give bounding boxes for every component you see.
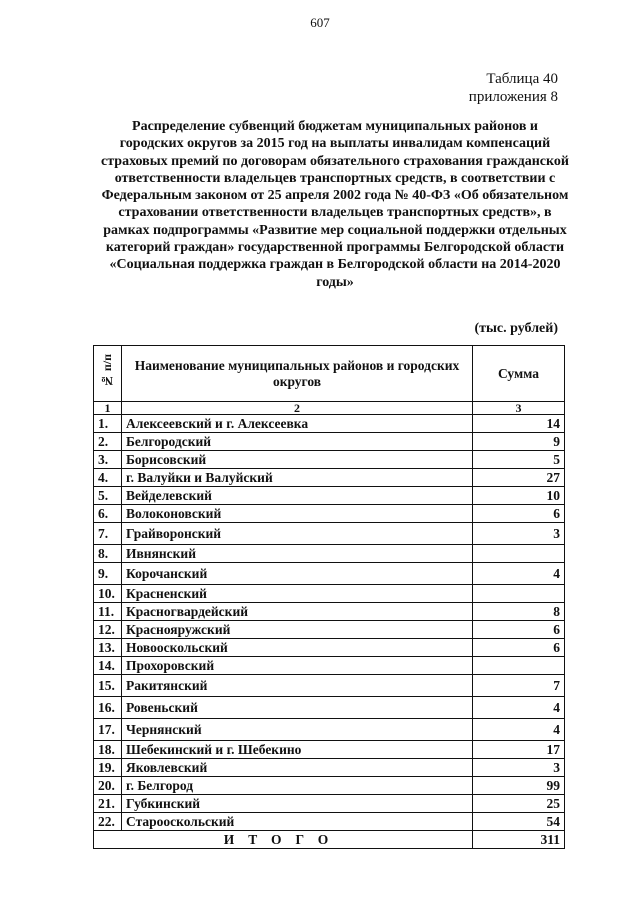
amount-cell: 25: [473, 795, 565, 813]
district-name: Волоконовский: [122, 505, 473, 523]
row-number: 4.: [94, 469, 122, 487]
district-name: Борисовский: [122, 451, 473, 469]
table-header-row: [94, 346, 565, 402]
amount-cell: 8: [473, 603, 565, 621]
table-row: [94, 545, 565, 563]
table-row: [94, 563, 565, 585]
table-row: [94, 657, 565, 675]
amount-cell: 14: [473, 415, 565, 433]
amount-cell: 99: [473, 777, 565, 795]
district-name: Краснояружский: [122, 621, 473, 639]
amount-cell: [473, 585, 565, 603]
district-name: Ровеньский: [122, 697, 473, 719]
table-row: [94, 469, 565, 487]
row-number: 9.: [94, 563, 122, 585]
row-number: 8.: [94, 545, 122, 563]
table-row: [94, 487, 565, 505]
row-number: 1.: [94, 415, 122, 433]
column-index: 1: [94, 402, 122, 415]
amount-cell: 4: [473, 697, 565, 719]
district-name: Чернянский: [122, 719, 473, 741]
district-name: Красненский: [122, 585, 473, 603]
amount-cell: [473, 545, 565, 563]
table-row: [94, 777, 565, 795]
table-row: [94, 639, 565, 657]
appendix-number: приложения 8: [468, 89, 558, 105]
table-row: [94, 697, 565, 719]
amount-cell: 4: [473, 719, 565, 741]
amount-cell: 7: [473, 675, 565, 697]
total-row: [94, 831, 565, 849]
table-row: [94, 621, 565, 639]
row-number: 20.: [94, 777, 122, 795]
table-row: [94, 813, 565, 831]
units-label: (тыс. рублей): [474, 321, 558, 336]
row-number: 15.: [94, 675, 122, 697]
table-row: [94, 741, 565, 759]
amount-cell: 5: [473, 451, 565, 469]
district-name: Корочанский: [122, 563, 473, 585]
row-number: 5.: [94, 487, 122, 505]
row-number: 22.: [94, 813, 122, 831]
column-index: 3: [473, 402, 565, 415]
amount-cell: 4: [473, 563, 565, 585]
amount-cell: 3: [473, 523, 565, 545]
district-name: Новооскольский: [122, 639, 473, 657]
table-row: [94, 415, 565, 433]
row-number: 10.: [94, 585, 122, 603]
row-number: 17.: [94, 719, 122, 741]
column-header-name: Наименование муниципальных районов и городских округов: [122, 346, 473, 402]
amount-cell: 10: [473, 487, 565, 505]
row-number: 2.: [94, 433, 122, 451]
district-name: г. Валуйки и Валуйский: [122, 469, 473, 487]
table-row: [94, 719, 565, 741]
column-header-sum: Сумма: [473, 346, 565, 402]
row-number: 18.: [94, 741, 122, 759]
column-index-row: [94, 402, 565, 415]
page-number: 607: [310, 15, 330, 30]
table-row: [94, 505, 565, 523]
table-row: [94, 795, 565, 813]
district-name: Вейделевский: [122, 487, 473, 505]
amount-cell: 54: [473, 813, 565, 831]
district-name: Белгородский: [122, 433, 473, 451]
district-name: Алексеевский и г. Алексеевка: [122, 415, 473, 433]
table-row: [94, 585, 565, 603]
column-header-number: № п/п: [94, 346, 122, 402]
district-name: Яковлевский: [122, 759, 473, 777]
district-name: Губкинский: [122, 795, 473, 813]
row-number: 14.: [94, 657, 122, 675]
total-amount: 311: [473, 831, 565, 849]
table-number: Таблица 40: [486, 71, 558, 87]
amount-cell: 9: [473, 433, 565, 451]
district-name: Шебекинский и г. Шебекино: [122, 741, 473, 759]
row-number: 7.: [94, 523, 122, 545]
amount-cell: 6: [473, 621, 565, 639]
table-row: [94, 603, 565, 621]
table-row: [94, 523, 565, 545]
row-number: 16.: [94, 697, 122, 719]
row-number: 21.: [94, 795, 122, 813]
table-row: [94, 451, 565, 469]
amount-cell: 6: [473, 505, 565, 523]
district-name: Прохоровский: [122, 657, 473, 675]
amount-cell: 27: [473, 469, 565, 487]
district-name: Грайворонский: [122, 523, 473, 545]
total-label: ИТОГО: [94, 831, 473, 849]
row-number: 11.: [94, 603, 122, 621]
district-name: Ивнянский: [122, 545, 473, 563]
table-row: [94, 675, 565, 697]
row-number: 19.: [94, 759, 122, 777]
row-number: 13.: [94, 639, 122, 657]
amount-cell: 6: [473, 639, 565, 657]
row-number: 12.: [94, 621, 122, 639]
table-row: [94, 433, 565, 451]
district-name: Старооскольский: [122, 813, 473, 831]
district-name: Красногвардейский: [122, 603, 473, 621]
table-reference: [469, 70, 558, 106]
amount-cell: 17: [473, 741, 565, 759]
document-title: Распределение субвенций бюджетам муниципальных районов и городских округов за 2015 год на выплаты инвалидам компенсаций страховых премий по договорам обязательного страхования гражданской ответственности владельцев транспортных средств, в соответствии с Федеральным законом от 25 апреля 2002 года № 40-ФЗ «Об обязательном страховании ответственности владельцев транспортных средств», в рамках подпрограммы «Развитие мер социальной поддержки отдельных категорий граждан» государственной программы Белгородской области «Социальная поддержка граждан в Белгородской области на 2014-2020 годы»: [101, 119, 569, 290]
district-name: г. Белгород: [122, 777, 473, 795]
amount-cell: 3: [473, 759, 565, 777]
row-number: 6.: [94, 505, 122, 523]
table-row: [94, 759, 565, 777]
row-number: 3.: [94, 451, 122, 469]
amount-cell: [473, 657, 565, 675]
district-name: Ракитянский: [122, 675, 473, 697]
distribution-table: [93, 345, 565, 849]
column-index: 2: [122, 402, 473, 415]
